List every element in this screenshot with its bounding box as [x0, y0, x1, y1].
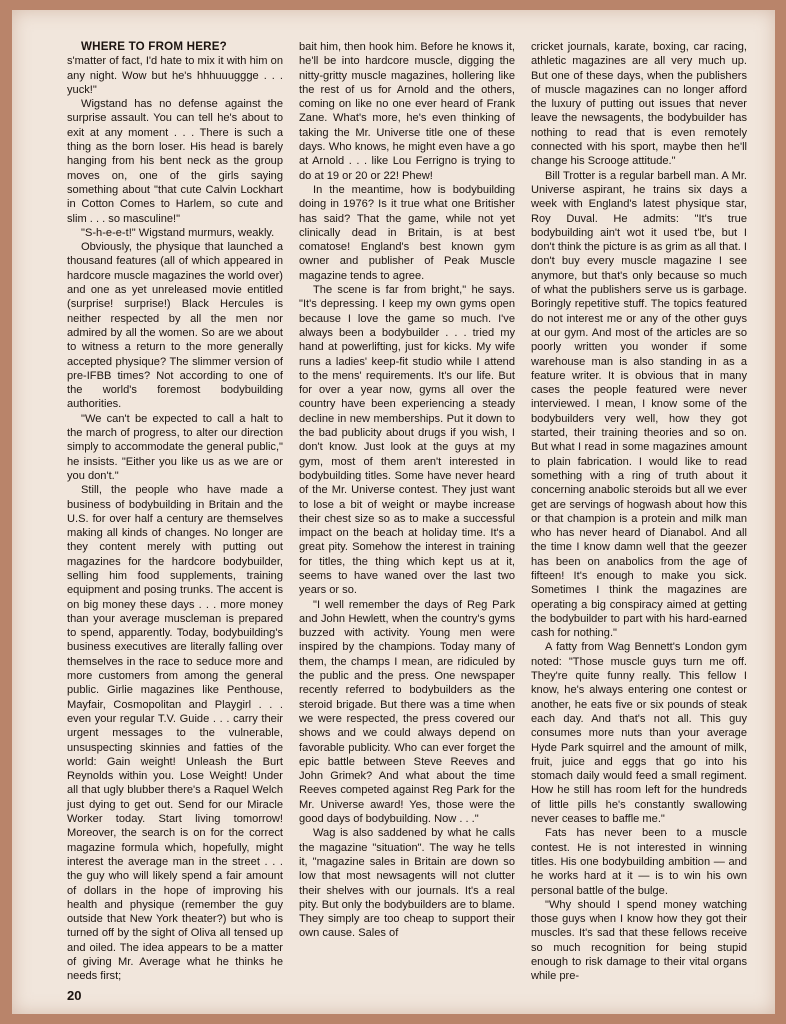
paragraph: Bill Trotter is a regular barbell man. A Mr. Universe aspirant, he trains six days a week with England's latest physique star, Roy Duval. He admits: "It's true bodybuilding ain't wot it used t'be, but I don't think the picture is as grim as all that. I don't buy every muscle magazine I see anymore, but that's only because so much of what the publishers serve us is garbage. Boringly repetitive stuff. The topics featured do not interest me or any of the other guys at our gym. And most of the articles are so poorly written you wonder if some warehouse man is also standing in as a feature writer. It is obvious that in many cases the people featured were never interviewed. I mean, I know some of the bodybuilders very well, how they got started, their training theories and so on. But what I read in some magazines amount to plain fabrication. I would like to read something with a ring of truth about it concerning anabolic steroids but all we ever get are servings of hogwash about how this or that champion is a protein and milk man who has never heard of Dianabol. And all the time I know damn well that the geezer has been on anabolics from the age of fifteen! It's enough to make you sick. Sometimes I think the magazines are operating a big conspiracy aimed at getting the bodybuilder to part with his hard-earned cash for nothing." [531, 169, 747, 640]
paragraph: "We can't be expected to call a halt to the march of progress, to alter our direction simply to accommodate the general public," he insists. "Either you like us as we are or you don't." [67, 412, 283, 482]
paragraph: "I well remember the days of Reg Park and John Hewlett, when the country's gyms buzzed with activity. Young men were inspired by the champions. Today many of them, the champs I mean, are ridiculed by the public and the press. One newspaper recently referred to bodybuilders as the steroid brigade. But there was a time when we were respected, the press covered our shows and we could always depend on favorable publicity. Who can ever forget the epic battle between Steve Reeves and John Grimek? And what about the time Reeves competed against Reg Park for the Mr. Universe award! Yes, those were the good days of bodybuilding. Now . . ." [299, 598, 515, 826]
column-1 [67, 40, 283, 983]
paragraph: cricket journals, karate, boxing, car racing, athletic magazines are all very much up. But one of these days, when the publishers of muscle magazines can no longer afford the luxury of putting out issues that never leave the newsagents, the bodybuilder has nothing to read that is even remotely connected with his sport, maybe then he'll change his Scrooge attitude." [531, 41, 747, 168]
paragraph: Fats has never been to a muscle contest. He is not interested in winning titles. His one bodybuilding ambition — and he works hard at it — is to win his own personal battle of the bulge. [531, 827, 747, 897]
paragraph: The scene is far from bright," he says. "It's depressing. I keep my own gyms open because I love the game so much. I've always been a bodybuilder . . . tried my hand at powerlifting, just for kicks. My wife runs a ladies' keep-fit studio while I attend to the mens' requirements. It's our life. But for over a year now, gyms all over the country have been experiencing a steady decline in new memberships. Put it down to the bad publicity about drugs if you wish, I don't know. Just look at the guys at my gym, most of them aren't interested in bodybuilding titles. Some have never heard of the Mr. Universe contest. They just want to lose a bit of weight or maybe increase their chest size so as to make a successful impact on the beach at holiday time. It's a great pity. Somehow the interest in training for titles, the thing which kept us at it, seems to have waned over the last two years or so. [299, 284, 515, 597]
paragraph: bait him, then hook him. Before he knows it, he'll be into hardcore muscle, digging the nitty-gritty muscle magazines, hollering like the rest of us for Arnold and the others, coming on like no one ever heard of Frank Zane. What's more, he's even thinking of taking the Mr. Universe title one of these days. Who knows, he might even have a go at Arnold . . . like Lou Ferrigno is trying to do at 19 or 20 or 22! Phew! [299, 41, 515, 182]
magazine-page [12, 10, 775, 1014]
paragraph: "Why should I spend money watching those guys when I know how they got their muscles. It's sad that these fellows receive so much recognition for being stupid enough to risk damage to their vital organs while pre- [531, 898, 747, 983]
column-3 [531, 40, 747, 983]
article-columns [67, 40, 747, 983]
paragraph: Still, the people who have made a business of bodybuilding in Britain and the U.S. for over half a century are themselves making all kinds of changes. No longer are they content merely with putting out magazines for the hardcore bodybuilder, selling him food supplements, training equipment and posing trunks. The accent is on big money these days . . . more money than your average muscleman is prepared to spend, apparently. Today, bodybuilding's business executives are literally falling over themselves in the race to seduce more and more customers from among the general public. Girlie magazines like Penthouse, Mayfair, Cosmopolitan and Playgirl . . . even your regular T.V. Guide . . . carry their urgent messages to the vulnerable, unsuspecting skinnies and fatties of the world: Gain weight! Unleash the Burt Reynolds within you. Lose Weight! Under all that ugly blubber there's a Raquel Welch just dying to get out. Send for our Miracle Worker today. Start living tomorrow! Moreover, the search is on for the correct magazine formula which, hopefully, might interest the average man in the street . . . the guy who will likely spend a fair amount of dollars in the hope of improving his health and physique (remember the guy outside that New York theater?) but who is turned off by the sight of Oliva all tensed up and oiled. The idea appears to be a matter of giving Mr. Average what he thinks he needs first; [67, 484, 283, 983]
paragraph: A fatty from Wag Bennett's London gym noted: "Those muscle guys turn me off. They're quite funny really. This fellow I know, he's always entering one contest or another, he eats five or six pounds of steak each day. And that's not all. This guy consumes more nuts than your average Hyde Park squirrel and the amount of milk, fruit, juice and eggs that go into his stomach daily would feed a small regiment. How he still has room left for the hundreds of little pills he's constantly swallowing never ceases to baffle me." [531, 641, 747, 826]
paragraph: In the meantime, how is bodybuilding doing in 1976? Is it true what one Britisher has said? That the game, while not yet clinically dead in Britain, is at best comatose! England's best known gym owner and publisher of Peak Muscle magazine tends to agree. [299, 183, 515, 282]
paragraph: Wag is also saddened by what he calls the magazine "situation". The way he tells it, "magazine sales in Britain are down so low that most newsagents will not clutter their shelves with our journals. It's a real pity. But only the bodybuilders are to blame. They simply are too cheap to support their own cause. Sales of [299, 827, 515, 940]
page-number: 20 [67, 988, 82, 1003]
paragraph: Obviously, the physique that launched a thousand features (all of which appeared in hardcore muscle magazines the world over) and one as yet unreleased movie entitled (surprise! surprise!) Black Hercules is neither respected by all the men nor admired by all the women. So are we about to witness a return to the more generally accepted physique? The slimmer version of pre-IFBB times? Not according to one of the world's foremost bodybuilding authorities. [67, 241, 283, 411]
section-heading: WHERE TO FROM HERE? [81, 40, 227, 53]
paragraph: "S-h-e-e-t!" Wigstand murmurs, weakly. [81, 226, 275, 239]
paragraph: Wigstand has no defense against the surprise assault. You can tell he's about to exit at any moment . . . There is such a thing as the born loser. His head is barely hanging from his bent neck as the group moves on, one of the girls saying something about "that cute Calvin Lockhart in Cotton Comes to Harlem, so cute and slim . . . so masculine!" [67, 98, 283, 225]
column-2 [299, 40, 515, 970]
paragraph: s'matter of fact, I'd hate to mix it with him on any night. Wow but he's hhhuuuggge . . . yuck!" [67, 55, 283, 96]
